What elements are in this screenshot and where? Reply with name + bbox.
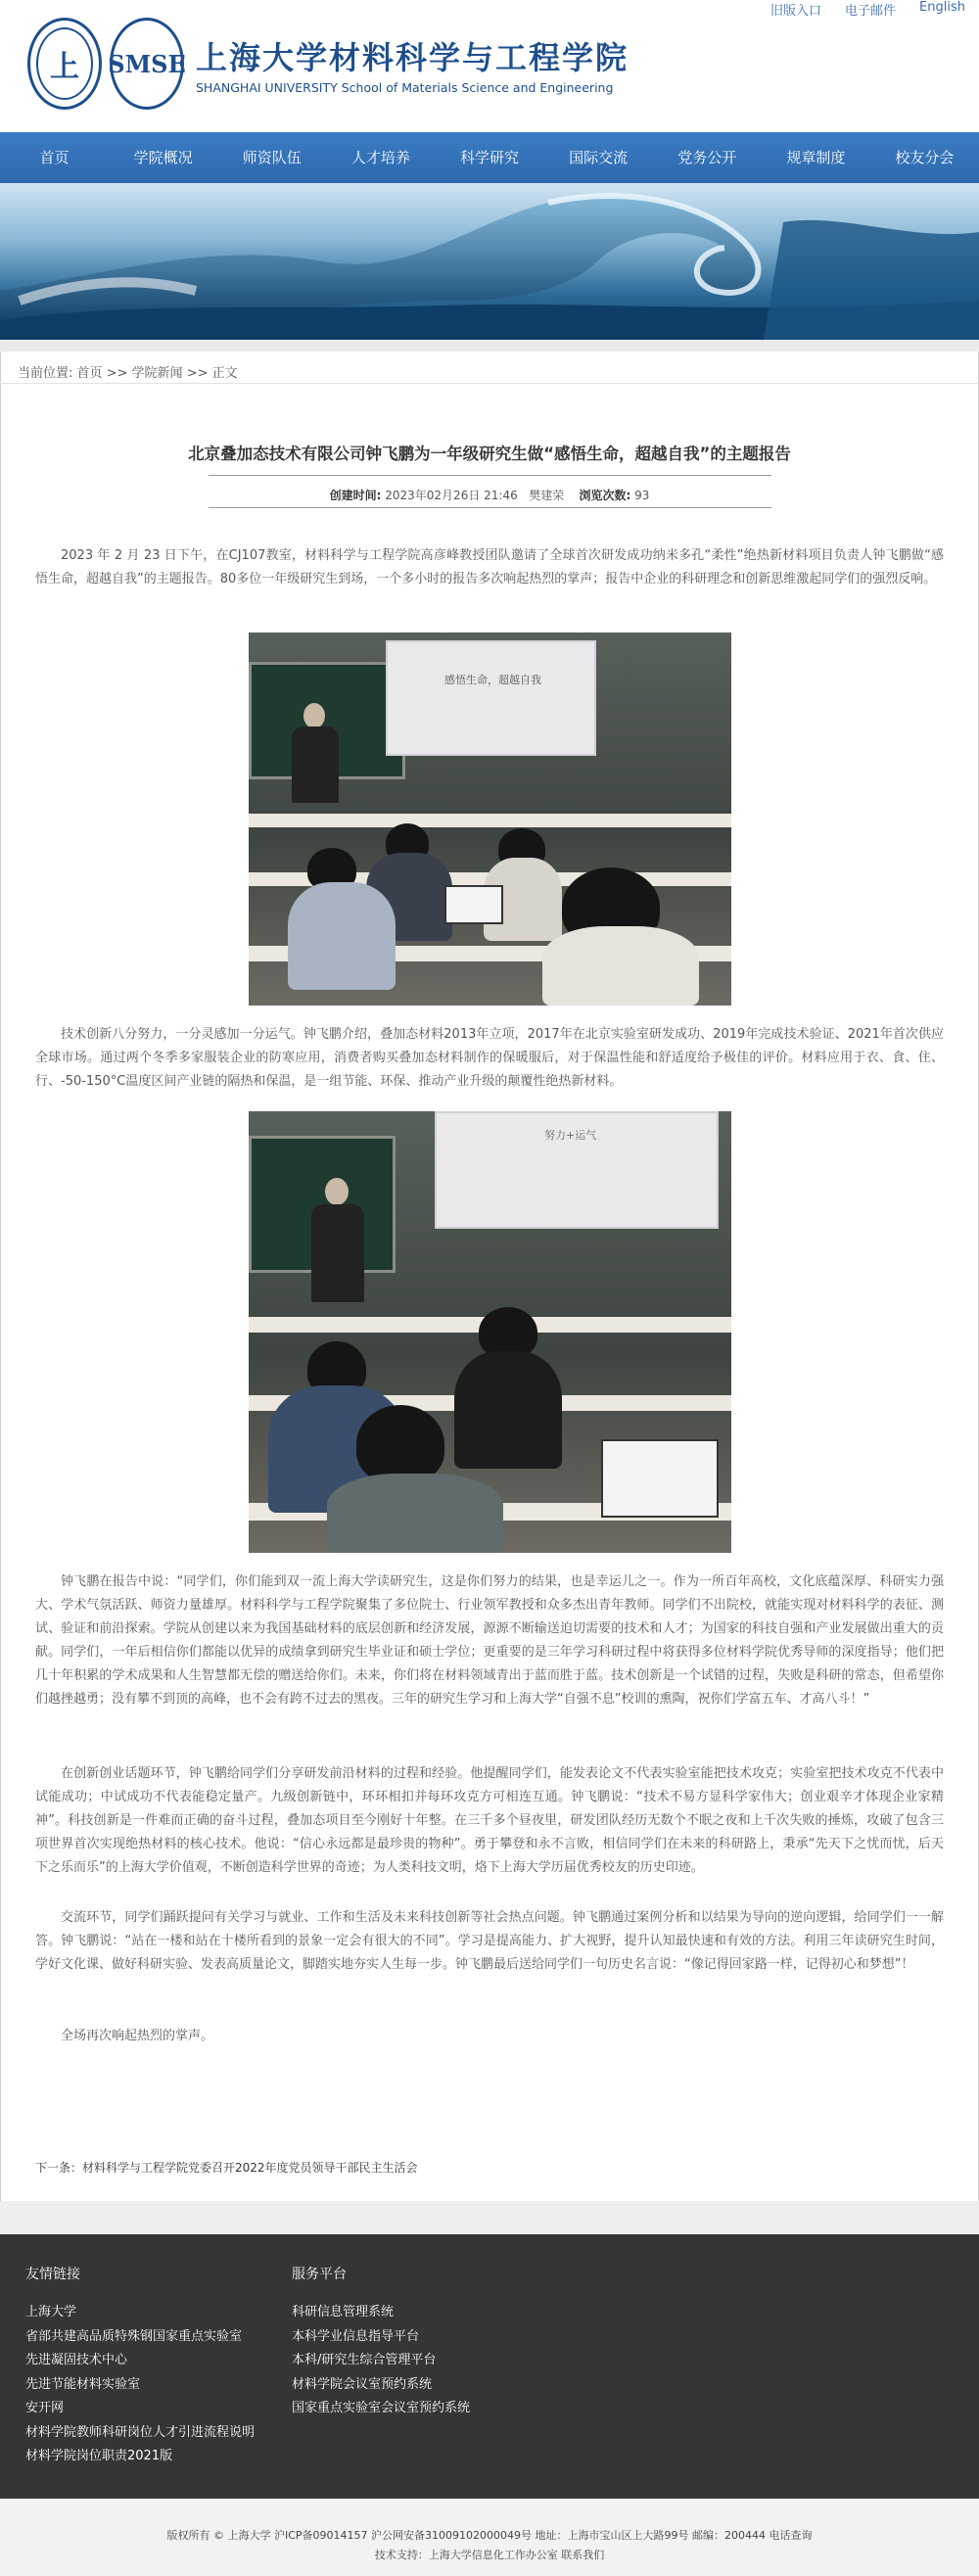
english-link[interactable]: English: [919, 0, 965, 15]
article-paragraph-1: 2023 年 2 月 23 日下午，在CJ107教室，材料科学与工程学院高彦峰教授团队邀请了全球首次研发成功纳米多孔“柔性”绝热新材料项目负责人钟飞鹏做“感悟生命，超越自我”的主题报告。80多位一年级研究生到场，一个多小时的报告多次响起热烈的掌声；报告中企业的科研理念和创新思维激起同学们的强烈反响。: [35, 548, 944, 586]
friend-link[interactable]: 安开网: [25, 2401, 65, 2415]
banner-divider: [0, 340, 979, 351]
friend-link[interactable]: 上海大学: [25, 2305, 77, 2319]
service-link[interactable]: 科研信息管理系统: [292, 2305, 395, 2319]
university-seal-icon: 上: [27, 18, 102, 110]
meta-divider-top: [209, 475, 771, 476]
article-paragraph-2: 技术创新八分努力，一分灵感加一分运气。钟飞鹏介绍，叠加态材料2013年立项，2017年在北京实验室研发成功、2019年完成技术验证、2021年首次供应全球市场。通过两个冬季多家服装企业的防寒应用，消费者购买叠加态材料制作的保暖服后，对于保温性能和舒适度给予极佳的评价。材料应用于衣、食、住、行、-50-150°C温度区间产业链的隔热和保温，是一组节能、环保、推动产业升级的颠覆性绝热新材料。: [35, 1027, 944, 1089]
friend-links: [25, 2264, 255, 2469]
breadcrumb-divider: [0, 383, 979, 384]
friend-link[interactable]: 材料学院岗位职责2021版: [25, 2449, 173, 2463]
nav-education[interactable]: 人才培养: [350, 149, 410, 166]
site-logo[interactable]: [27, 18, 629, 110]
nav-rules[interactable]: 规章制度: [786, 149, 846, 166]
screen-title: 感悟生命，超越自我: [444, 674, 541, 686]
article-paragraph-3: 钟飞鹏在报告中说：“同学们，你们能到双一流上海大学读研究生，这是你们努力的结果，也是幸运儿之一。作为一所百年高校，文化底蕴深厚、科研实力强大、学术气氛活跃、师资力量雄厚。材料科学与工程学院聚集了多位院士、行业领军教授和众多杰出青年教师。同学们不出院校，就能实现对材料科学的表征、测试、验证和前沿探索。学院从创建以来为我国基础材料的底层创新和经济发展，源源不断输送迫切需要的技术和人才；为国家的科技自强和产业发展做出重大的贡献。同学们，一年后相信你们都能以优异的成绩拿到研究生毕业证和硕士学位；更重要的是三年学习科研过程中将获得多位材料学院优秀导师的深度指导；他们把几十年积累的学术成果和人生智慧都无偿的赠送给你们。未来，你们将在材料领域青出于蓝而胜于蓝。技术创新是一个试错的过程，失败是科研的常态，但希望你们越挫越勇；没有攀不到顶的高峰，也不会有跨不过去的黑夜。三年的研究生学习和上海大学“自强不息”校训的熏陶，祝你们学富五车、才高八斗！”: [35, 1574, 944, 1707]
tech-support-line[interactable]: 技术支持：上海大学信息化工作办公室 联系我们: [374, 2549, 605, 2561]
service-link[interactable]: 材料学院会议室预约系统: [292, 2376, 433, 2392]
logo-chinese-name: 上海大学材料科学与工程学院: [196, 38, 629, 76]
copyright-bar: [0, 2499, 979, 2576]
lecture-photo-2: [249, 1111, 731, 1553]
friend-link[interactable]: 省部共建高品质特殊钢国家重点实验室: [25, 2328, 243, 2344]
friend-link[interactable]: 先进节能材料实验室: [25, 2376, 141, 2392]
meta-divider-bottom: [209, 507, 771, 508]
article-paragraph-5: 交流环节，同学们踊跃提问有关学习与就业、工作和生活及未来科技创新等社会热点问题。钟飞鹏通过案例分析和以结果为导向的逆向逻辑，给同学们一一解答。钟飞鹏说：“站在一楼和站在十楼所看到的景象一定会有很大的不同”。学习是提高能力、扩大视野，提升认知最快速和有效的方法。利用三年读研究生时间，学好文化课、做好科研实验、发表高质量论文，脚踏实地夯实人生每一步。钟飞鹏最后送给同学们一句历史名言说：“像记得回家路一样，记得初心和梦想”！: [35, 1910, 944, 1972]
top-links: [770, 0, 965, 18]
author: 樊建荣: [529, 489, 565, 502]
nav-research[interactable]: 科学研究: [459, 149, 519, 166]
article-paragraph-4: 在创新创业话题环节，钟飞鹏给同学们分享研发前沿材料的过程和经验。他提醒同学们，能发表论文不代表实验室能把技术攻克；实验室把技术攻克不代表中试能成功；中试成功不代表能稳定量产。九级创新链中，环环相扣并每环攻克方可相连互通。钟飞鹏说：“技术不易方显科学家伟大；创业艰辛才体现企业家精神”。科技创新是一件难而正确的奋斗过程，叠加态项目至今刚好十年整。在三千多个昼夜里，研发团队经历无数个不眠之夜和上千次失败的捶炼，攻破了包含三项世界首次实现绝热材料的核心技术。他说：“信心永远都是最珍贵的物种”。勇于攀登和永不言败，相信同学们在未来的科研路上，秉承“先天下之忧而忧，后天下之乐而乐”的上海大学价值观，不断创造科学世界的奇迹；为人类科技文明，烙下上海大学历届优秀校友的历史印迹。: [35, 1766, 944, 1875]
logo-english-name: SHANGHAI UNIVERSITY School of Materials Science and Engineering: [196, 79, 614, 95]
main-nav: [0, 132, 979, 183]
old-version-link[interactable]: 旧版入口: [770, 4, 822, 19]
service-link[interactable]: 本科/研究生综合管理平台: [292, 2353, 437, 2367]
lecture-photo-1: [249, 632, 731, 1006]
friend-link[interactable]: 先进凝固技术中心: [25, 2353, 128, 2367]
nav-home[interactable]: 首页: [39, 149, 70, 166]
friend-links-title: 友情链接: [25, 2267, 80, 2282]
article-title: 北京叠加态技术有限公司钟飞鹏为一年级研究生做“感悟生命，超越自我”的主题报告: [188, 445, 791, 463]
article-paragraph-6: 全场再次响起热烈的掌声。: [61, 2029, 214, 2043]
created-label: 创建时间:: [329, 489, 382, 502]
site-footer: [0, 2234, 979, 2499]
copyright-line: 版权所有 © 上海大学 沪ICP备09014157 沪公网安备31009102000049号 地址：上海市宝山区上大路99号 邮编：200444 电话查询: [166, 2529, 813, 2542]
article-meta: [0, 487, 979, 503]
logo-text: [196, 33, 629, 95]
site-header: [0, 0, 979, 132]
nav-party[interactable]: 党务公开: [677, 149, 737, 166]
service-links-title: 服务平台: [292, 2267, 347, 2282]
nav-about[interactable]: 学院概况: [133, 149, 193, 166]
wave-banner-image: [0, 183, 979, 340]
screen-title: 努力+运气: [544, 1129, 597, 1142]
email-link[interactable]: 电子邮件: [845, 4, 897, 19]
nav-international[interactable]: 国际交流: [569, 149, 629, 166]
views-count: 93: [634, 489, 650, 502]
service-link[interactable]: 本科学业信息指导平台: [292, 2328, 420, 2344]
school-seal-icon: SMSE: [110, 18, 184, 110]
breadcrumb[interactable]: 当前位置: 首页 >> 学院新闻 >> 正文: [18, 366, 238, 381]
service-link[interactable]: 国家重点实验室会议室预约系统: [292, 2401, 471, 2415]
next-article-link[interactable]: 下一条：材料科学与工程学院党委召开2022年度党员领导干部民主生活会: [35, 2161, 418, 2175]
friend-link[interactable]: 材料学院教师科研岗位人才引进流程说明: [25, 2424, 256, 2440]
footer-divider: [0, 2201, 979, 2234]
created-time: 2023年02月26日 21:46: [385, 489, 518, 502]
nav-alumni[interactable]: 校友分会: [895, 149, 955, 166]
nav-faculty[interactable]: 师资队伍: [242, 149, 302, 166]
service-links: [292, 2264, 470, 2421]
views-label: 浏览次数:: [579, 489, 631, 502]
